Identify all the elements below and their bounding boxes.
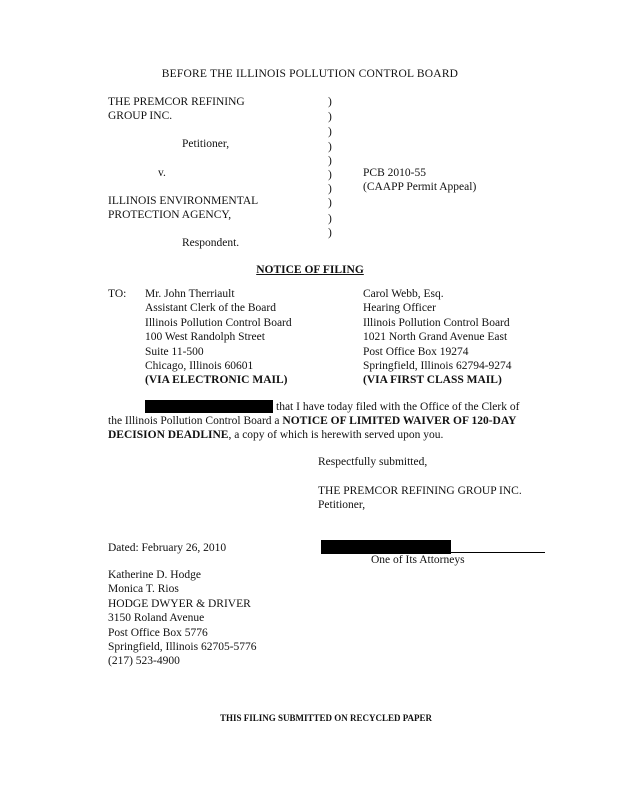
- respondent-name-line-1: ILLINOIS ENVIRONMENTAL: [108, 195, 259, 207]
- paren: ): [328, 111, 332, 123]
- attorney-line: HODGE DWYER & DRIVER: [108, 597, 251, 610]
- recipient-right-line: 1021 North Grand Avenue East: [363, 331, 508, 344]
- recipient-left-line: Assistant Clerk of the Board: [145, 302, 276, 315]
- redaction-block: [145, 400, 273, 413]
- recipient-left-line: 100 West Randolph Street: [145, 331, 265, 344]
- recipient-left-line: Suite 11-500: [145, 345, 204, 358]
- respectfully-submitted: Respectfully submitted,: [318, 456, 428, 468]
- dated: Dated: February 26, 2010: [108, 542, 227, 554]
- recipient-right: [363, 287, 512, 388]
- recipient-left-method: (VIA ELECTRONIC MAIL): [145, 374, 288, 387]
- recipient-right-line: Springfield, Illinois 62794-9274: [363, 360, 512, 373]
- case-type: (CAAPP Permit Appeal): [363, 181, 477, 193]
- recipient-left: [145, 287, 292, 388]
- recipient-left-line: Illinois Pollution Control Board: [145, 316, 292, 329]
- attorney-line: (217) 523-4900: [108, 655, 180, 668]
- footer-note: THIS FILING SUBMITTED ON RECYCLED PAPER: [219, 713, 433, 723]
- respondent-role: Respondent.: [182, 237, 240, 249]
- signature-caption: One of Its Attorneys: [371, 554, 465, 566]
- paren: ): [328, 96, 332, 108]
- petitioner-name-line-2: GROUP INC.: [108, 110, 173, 122]
- attorney-line: Monica T. Rios: [108, 583, 179, 596]
- recipient-left-line: Chicago, Illinois 60601: [145, 360, 254, 373]
- document-heading: BEFORE THE ILLINOIS POLLUTION CONTROL BOARD: [161, 68, 459, 80]
- recipient-left-line: Mr. John Therriault: [145, 288, 235, 300]
- paren: ): [328, 141, 332, 153]
- attorney-line: Springfield, Illinois 62705-5776: [108, 641, 257, 654]
- recipient-right-line: Hearing Officer: [363, 302, 436, 315]
- body-line-2-text: the Illinois Pollution Control Board a: [108, 415, 283, 427]
- recipient-right-line: Illinois Pollution Control Board: [363, 316, 510, 329]
- notice-title: NOTICE OF FILING: [256, 264, 364, 276]
- recipient-right-line: Post Office Box 19274: [363, 345, 469, 358]
- body-line-3-text: , a copy of which is herewith served upon you.: [228, 429, 444, 441]
- paren: ): [328, 213, 332, 225]
- closing-firm: THE PREMCOR REFINING GROUP INC.: [318, 485, 522, 497]
- paren: ): [328, 183, 332, 195]
- recipient-right-method: (VIA FIRST CLASS MAIL): [363, 374, 502, 387]
- body-line-1: that I have today filed with the Office of the Clerk of: [276, 401, 520, 413]
- attorney-line: 3150 Roland Avenue: [108, 612, 205, 625]
- recipient-right-line: Carol Webb, Esq.: [363, 288, 444, 300]
- document-title-part-2: DECISION DEADLINE: [108, 429, 229, 441]
- attorney-line: Post Office Box 5776: [108, 626, 208, 639]
- versus: v.: [158, 167, 166, 179]
- to-label: TO:: [108, 288, 127, 300]
- document-title-part-1: NOTICE OF LIMITED WAIVER OF 120-DAY: [282, 415, 517, 427]
- paren: ): [328, 126, 332, 138]
- body-line-2: [108, 414, 516, 428]
- paren: ): [328, 155, 332, 167]
- body-line-3: [108, 428, 443, 442]
- attorney-block: [108, 568, 257, 669]
- closing-role: Petitioner,: [318, 499, 366, 511]
- case-number: PCB 2010-55: [363, 167, 426, 179]
- paren: ): [328, 227, 332, 239]
- paren: ): [328, 197, 332, 209]
- paren: ): [328, 169, 332, 181]
- attorney-line: Katherine D. Hodge: [108, 569, 201, 581]
- petitioner-role: Petitioner,: [182, 138, 230, 150]
- respondent-name-line-2: PROTECTION AGENCY,: [108, 209, 232, 221]
- petitioner-name-line-1: THE PREMCOR REFINING: [108, 96, 245, 108]
